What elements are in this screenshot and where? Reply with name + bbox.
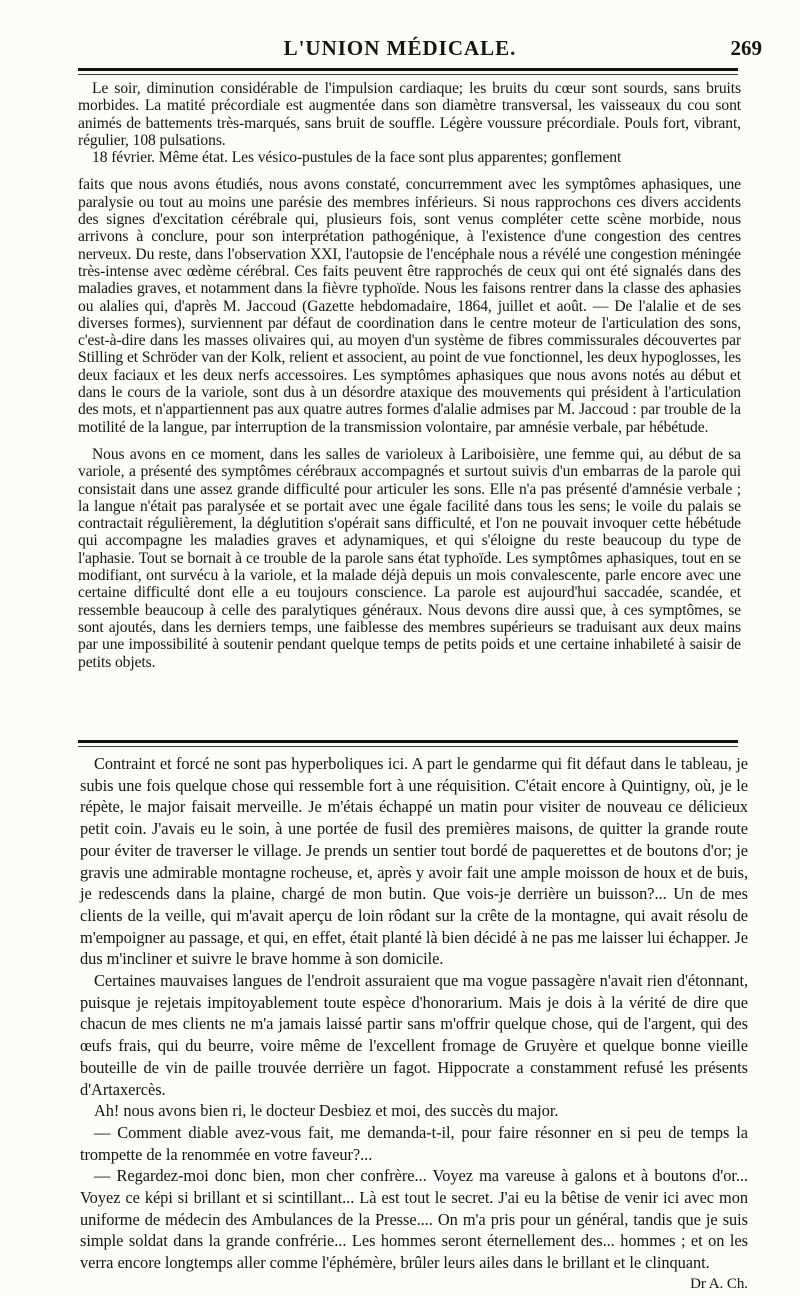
feuilleton-paragraph: Ah! nous avons bien ri, le docteur Desbiez et moi, des succès du major. — [94, 1101, 559, 1121]
page-header — [0, 0, 800, 64]
article-paragraph: faits que nous avons étudiés, nous avons constaté, concurremment avec les symptômes aphasiques, une paralysie ou tout au moins une parésie des membres inférieurs. Si nous rapprochons ces divers accidents des signes d'excitation cérébrale qui, plusieurs fois, sont venus compléter cette scène morbide, nous arrivons à conclure, pour son interprétation pathogénique, à l'existence d'une congestion des centres nerveux. Du reste, dans l'observation XXI, l'autopsie de l'encéphale nous a révélé une congestion méningée très-intense avec œdème cérébral. Ces faits peuvent être rapprochés de ceux qui ont été signalés dans des maladies graves, et notamment dans la fièvre typhoïde. Nous les faisons rentrer dans la classe des aphasies ou alalies qui, d'après M. Jaccoud (Gazette hebdomadaire, 1864, juillet et août. — De l'alalie et de ses diverses formes), surviennent par défaut de coordination dans le centre moteur de l'articulation des sons, c'est-à-dire dans les masses olivaires qui, au moyen d'un système de fibres commissurales découvertes par Stilling et Schröder van der Kolk, relient et associent, au point de vue fonctionnel, les deux hypoglosses, les deux faciaux et les deux nerfs accessoires. Les symptômes aphasiques que nous avons notés au début et dans le cours de la variole, sont dus à un désordre ataxique des mouvements qui président à l'articulation des mots, et n'appartiennent pas aux quatre autres formes d'alalie admises par M. Jaccoud : par trouble de la motilité de la langue, par interruption de la transmission volontaire, par amnésie verbale, par hébétude. — [78, 176, 741, 436]
header-rule-thin — [78, 74, 738, 75]
page-number: 269 — [730, 36, 762, 60]
feuilleton-rule — [78, 740, 738, 743]
feuilleton-paragraph: Contraint et forcé ne sont pas hyperboliques ici. A part le gendarme qui fit défaut dans le tableau, je subis une fois quelque chose qui ressemble fort à une réquisition. C'était encore à Quintigny, où, je le répète, le major faisait merveille. Je m'étais échappé un matin pour visiter de nouveau ce délicieux petit coin. J'avais eu le soin, à une portée de fusil des premières maisons, de quitter la grande route pour éviter de traverser le village. Je prends un sentier tout bordé de paquerettes et de boutons d'or; je gravis une admirable montagne rocheuse, et, après y avoir fait une ample moisson de houx et de buis, je redescends dans la plaine, chargé de mon butin. Que vois-je derrière un buisson?... Un de mes clients de la veille, qui m'avait aperçu de loin rôdant sur la crête de la montagne, qui avait résolu de m'empoigner au passage, et qui, en effet, était planté là bien décidé à ne pas me laisser lui échapper. Je dus m'incliner et suivre le brave homme à son domicile. — [80, 754, 748, 969]
header-rule — [78, 68, 738, 71]
feuilleton-paragraph: — Comment diable avez-vous fait, me demanda-t-il, pour faire résonner en si peu de temps la trompette de la renommée en votre faveur?... — [80, 1122, 748, 1164]
article-paragraph: 18 février. Même état. Les vésico-pustules de la face sont plus apparentes; gonflement — [92, 149, 622, 167]
feuilleton-paragraph — [80, 1165, 748, 1292]
medical-article — [78, 80, 741, 671]
author-signature: Dr A. Ch. — [690, 1275, 748, 1292]
article-paragraph: Nous avons en ce moment, dans les salles de varioleux à Lariboisière, une femme qui, au début de sa variole, a présenté des symptômes cérébraux accompagnés et surtout suivis d'un embarras de la parole qui consistait dans une assez grande difficulté pour articuler les sons. Elle n'a pas présenté d'amnésie verbale ; la langue n'était pas paralysée et se portait avec une égale facilité dans tous les sens; le voile du palais se contractait régulièrement, la déglutition s'opérait sans difficulté, et l'on ne pouvait invoquer cette hébétude qui accompagne les maladies graves et adynamiques, et qui s'éloigne du reste beaucoup du type de l'aphasie. Tout se bornait à ce trouble de la parole sans état typhoïde. Les symptômes aphasiques, tout en se modifiant, ont survécu à la variole, et la malade déjà depuis un mois convalescente, parle encore avec une certaine difficulté dont elle a eu toujours conscience. La parole est aujourd'hui saccadée, scandée, et ressemble beaucoup à celle des paralytiques généraux. Nous devons dire aussi que, à ces symptômes, se sont ajoutés, dans les derniers temps, une faiblesse des membres supérieurs se traduisant aux deux mains par une impossibilité à soutenir pendant quelque temps de petits poids et une certaine inhabileté à saisir de petits objets. — [78, 445, 741, 671]
running-title: L'UNION MÉDICALE. — [283, 36, 517, 60]
feuilleton-rule-thin — [78, 746, 738, 747]
feuilleton-paragraph: Certaines mauvaises langues de l'endroit assuraient que ma vogue passagère n'avait rien d'étonnant, puisque je rejetais impitoyablement toute espèce d'honorarium. Mais je dois à la vérité de dire que chacun de mes clients ne m'a jamais laissé partir sans m'offrir quelque chose, qui de l'argent, qui des œufs frais, qui du beurre, voire même de l'excellent fromage de Gruyère et quelque bonne vieille bouteille de vin de paille trouvée derrière un fagot. Hippocrate a constamment refusé les présents d'Artaxercès. — [80, 971, 748, 1099]
article-paragraph: Le soir, diminution considérable de l'impulsion cardiaque; les bruits du cœur sont sourds, sans bruits morbides. La matité précordiale est augmentée dans son diamètre transversal, les vaisseaux du cou sont animés de battements très-marqués, sans bruit de souffle. Légère voussure précordiale. Pouls fort, vibrant, régulier, 108 pulsations. — [78, 80, 741, 149]
feuilleton-section — [80, 753, 748, 1296]
feuilleton-paragraph-text: — Regardez-moi donc bien, mon cher confrère... Voyez ma vareuse à galons et à boutons d'or... Voyez ce képi si brillant et si scintillant... Là est tout le secret. J'ai eu la bêtise de venir ici avec mon uniforme de médecin des Ambulances de la Presse.... On m'a pris pour un général, tandis que je suis simple soldat dans la grande confrérie... Les hommes seront éternellement des... hommes ; et on les verra encore longtemps aller comme l'éphémère, brûler leurs ailes dans le brillant et le clinquant. — [80, 1166, 748, 1273]
